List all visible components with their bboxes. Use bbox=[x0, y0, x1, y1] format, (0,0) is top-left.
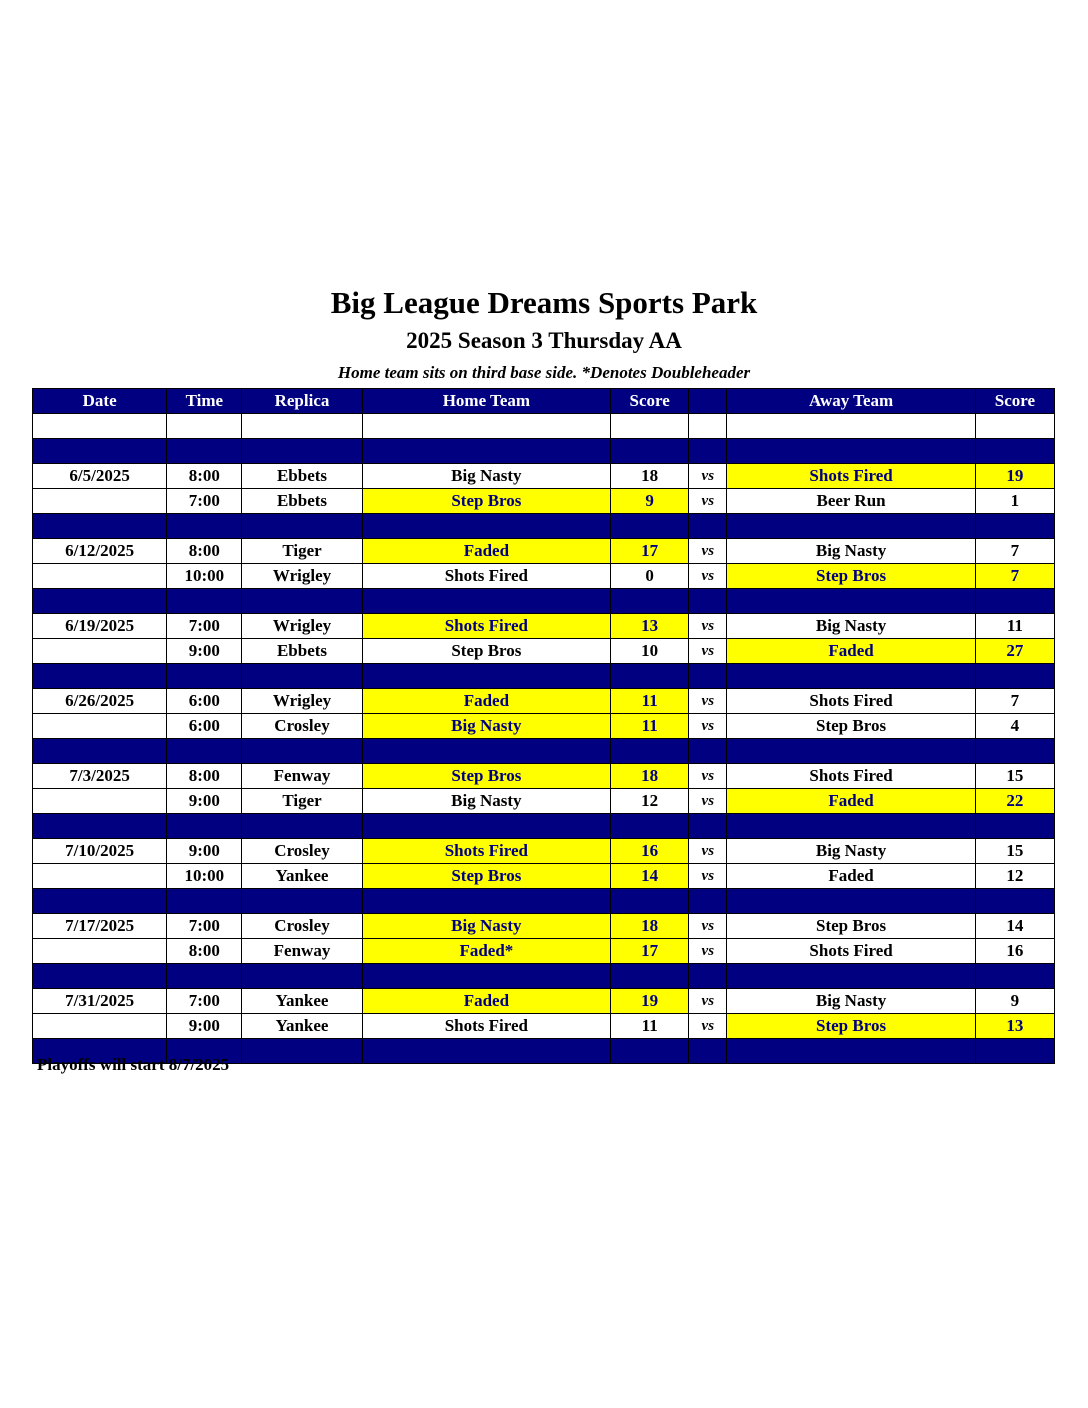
game-replica: Tiger bbox=[242, 539, 362, 564]
home-team: Shots Fired bbox=[362, 614, 610, 639]
col-header-away-team: Away Team bbox=[727, 389, 975, 414]
home-team: Faded bbox=[362, 989, 610, 1014]
home-team: Shots Fired bbox=[362, 564, 610, 589]
game-replica: Wrigley bbox=[242, 689, 362, 714]
away-team: Faded bbox=[727, 789, 975, 814]
vs-label: vs bbox=[689, 464, 727, 489]
home-team: Faded bbox=[362, 689, 610, 714]
col-header-home-score: Score bbox=[611, 389, 689, 414]
home-team: Shots Fired bbox=[362, 839, 610, 864]
game-time: 10:00 bbox=[167, 864, 242, 889]
home-score: 17 bbox=[611, 539, 689, 564]
game-replica: Ebbets bbox=[242, 489, 362, 514]
home-team: Big Nasty bbox=[362, 714, 610, 739]
game-replica: Wrigley bbox=[242, 614, 362, 639]
col-header-home-team: Home Team bbox=[362, 389, 610, 414]
game-date: 7/17/2025 bbox=[33, 914, 167, 939]
away-score: 19 bbox=[975, 464, 1054, 489]
game-date bbox=[33, 639, 167, 664]
game-time: 9:00 bbox=[167, 789, 242, 814]
game-replica: Wrigley bbox=[242, 564, 362, 589]
away-score: 1 bbox=[975, 489, 1054, 514]
vs-label: vs bbox=[689, 864, 727, 889]
game-replica: Tiger bbox=[242, 789, 362, 814]
separator-row bbox=[33, 589, 1055, 614]
game-row bbox=[33, 914, 1055, 939]
home-score: 18 bbox=[611, 464, 689, 489]
home-score: 0 bbox=[611, 564, 689, 589]
vs-label: vs bbox=[689, 914, 727, 939]
away-team: Big Nasty bbox=[727, 989, 975, 1014]
away-team: Step Bros bbox=[727, 714, 975, 739]
away-score: 4 bbox=[975, 714, 1054, 739]
away-score: 15 bbox=[975, 839, 1054, 864]
vs-label: vs bbox=[689, 614, 727, 639]
away-team: Shots Fired bbox=[727, 689, 975, 714]
vs-label: vs bbox=[689, 689, 727, 714]
home-team: Big Nasty bbox=[362, 789, 610, 814]
col-header-vs bbox=[689, 389, 727, 414]
away-team: Big Nasty bbox=[727, 614, 975, 639]
vs-label: vs bbox=[689, 789, 727, 814]
game-date bbox=[33, 939, 167, 964]
separator-row bbox=[33, 739, 1055, 764]
header-row bbox=[33, 389, 1055, 414]
vs-label: vs bbox=[689, 539, 727, 564]
game-row bbox=[33, 789, 1055, 814]
vs-label: vs bbox=[689, 939, 727, 964]
schedule-body bbox=[33, 414, 1055, 1064]
game-row bbox=[33, 614, 1055, 639]
vs-label: vs bbox=[689, 764, 727, 789]
home-score: 14 bbox=[611, 864, 689, 889]
away-score: 16 bbox=[975, 939, 1054, 964]
game-date: 6/5/2025 bbox=[33, 464, 167, 489]
page-title: Big League Dreams Sports Park bbox=[330, 285, 758, 320]
away-team: Shots Fired bbox=[727, 939, 975, 964]
home-score: 16 bbox=[611, 839, 689, 864]
game-date bbox=[33, 789, 167, 814]
home-team: Step Bros bbox=[362, 489, 610, 514]
col-header-time: Time bbox=[167, 389, 242, 414]
home-score: 11 bbox=[611, 714, 689, 739]
game-row bbox=[33, 714, 1055, 739]
schedule-table bbox=[32, 388, 1055, 1064]
game-date: 6/26/2025 bbox=[33, 689, 167, 714]
vs-label: vs bbox=[689, 639, 727, 664]
game-time: 7:00 bbox=[167, 489, 242, 514]
game-row bbox=[33, 639, 1055, 664]
col-header-replica: Replica bbox=[242, 389, 362, 414]
away-score: 13 bbox=[975, 1014, 1054, 1039]
game-time: 6:00 bbox=[167, 689, 242, 714]
away-score: 7 bbox=[975, 689, 1054, 714]
home-team: Faded bbox=[362, 539, 610, 564]
doubleheader-note: Home team sits on third base side. *Denotes Doubleheader bbox=[337, 363, 751, 382]
home-score: 18 bbox=[611, 764, 689, 789]
separator-row bbox=[33, 889, 1055, 914]
game-time: 9:00 bbox=[167, 639, 242, 664]
game-replica: Fenway bbox=[242, 939, 362, 964]
game-date bbox=[33, 489, 167, 514]
game-time: 7:00 bbox=[167, 614, 242, 639]
separator-row bbox=[33, 664, 1055, 689]
game-time: 8:00 bbox=[167, 539, 242, 564]
vs-label: vs bbox=[689, 839, 727, 864]
away-score: 7 bbox=[975, 539, 1054, 564]
away-team: Shots Fired bbox=[727, 464, 975, 489]
away-score: 15 bbox=[975, 764, 1054, 789]
game-time: 8:00 bbox=[167, 764, 242, 789]
col-header-date: Date bbox=[33, 389, 167, 414]
game-row bbox=[33, 464, 1055, 489]
game-row bbox=[33, 539, 1055, 564]
away-team: Step Bros bbox=[727, 564, 975, 589]
game-date: 6/19/2025 bbox=[33, 614, 167, 639]
game-date bbox=[33, 1014, 167, 1039]
game-row bbox=[33, 864, 1055, 889]
game-time: 8:00 bbox=[167, 939, 242, 964]
game-row bbox=[33, 564, 1055, 589]
away-team: Faded bbox=[727, 639, 975, 664]
game-replica: Ebbets bbox=[242, 464, 362, 489]
home-team: Step Bros bbox=[362, 764, 610, 789]
home-score: 12 bbox=[611, 789, 689, 814]
vs-label: vs bbox=[689, 564, 727, 589]
home-team: Big Nasty bbox=[362, 914, 610, 939]
away-team: Shots Fired bbox=[727, 764, 975, 789]
game-row bbox=[33, 839, 1055, 864]
home-score: 13 bbox=[611, 614, 689, 639]
home-team: Faded* bbox=[362, 939, 610, 964]
game-date: 7/3/2025 bbox=[33, 764, 167, 789]
game-date: 7/10/2025 bbox=[33, 839, 167, 864]
separator-row bbox=[33, 514, 1055, 539]
game-replica: Ebbets bbox=[242, 639, 362, 664]
game-row bbox=[33, 764, 1055, 789]
away-score: 22 bbox=[975, 789, 1054, 814]
vs-label: vs bbox=[689, 1014, 727, 1039]
vs-label: vs bbox=[689, 489, 727, 514]
blank-row bbox=[33, 414, 1055, 439]
away-score: 9 bbox=[975, 989, 1054, 1014]
home-score: 19 bbox=[611, 989, 689, 1014]
home-score: 18 bbox=[611, 914, 689, 939]
home-score: 10 bbox=[611, 639, 689, 664]
game-replica: Yankee bbox=[242, 1014, 362, 1039]
away-score: 27 bbox=[975, 639, 1054, 664]
home-score: 11 bbox=[611, 689, 689, 714]
game-time: 6:00 bbox=[167, 714, 242, 739]
away-team: Big Nasty bbox=[727, 539, 975, 564]
col-header-away-score: Score bbox=[975, 389, 1054, 414]
game-row bbox=[33, 1014, 1055, 1039]
separator-row bbox=[33, 964, 1055, 989]
season-subtitle: 2025 Season 3 Thursday AA bbox=[406, 328, 682, 353]
game-row bbox=[33, 689, 1055, 714]
game-time: 8:00 bbox=[167, 464, 242, 489]
away-team: Beer Run bbox=[727, 489, 975, 514]
game-row bbox=[33, 939, 1055, 964]
home-team: Step Bros bbox=[362, 639, 610, 664]
separator-row bbox=[33, 814, 1055, 839]
away-team: Faded bbox=[727, 864, 975, 889]
away-score: 14 bbox=[975, 914, 1054, 939]
game-replica: Yankee bbox=[242, 864, 362, 889]
game-date: 7/31/2025 bbox=[33, 989, 167, 1014]
home-team: Big Nasty bbox=[362, 464, 610, 489]
away-score: 7 bbox=[975, 564, 1054, 589]
game-replica: Yankee bbox=[242, 989, 362, 1014]
game-date bbox=[33, 714, 167, 739]
game-replica: Crosley bbox=[242, 839, 362, 864]
separator-row bbox=[33, 439, 1055, 464]
vs-label: vs bbox=[689, 989, 727, 1014]
game-time: 9:00 bbox=[167, 1014, 242, 1039]
game-date bbox=[33, 564, 167, 589]
game-row bbox=[33, 489, 1055, 514]
home-team: Step Bros bbox=[362, 864, 610, 889]
home-team: Shots Fired bbox=[362, 1014, 610, 1039]
game-date bbox=[33, 864, 167, 889]
game-replica: Crosley bbox=[242, 714, 362, 739]
game-row bbox=[33, 989, 1055, 1014]
game-time: 9:00 bbox=[167, 839, 242, 864]
game-time: 10:00 bbox=[167, 564, 242, 589]
game-replica: Crosley bbox=[242, 914, 362, 939]
home-score: 11 bbox=[611, 1014, 689, 1039]
vs-label: vs bbox=[689, 714, 727, 739]
game-time: 7:00 bbox=[167, 989, 242, 1014]
away-score: 12 bbox=[975, 864, 1054, 889]
home-score: 9 bbox=[611, 489, 689, 514]
away-team: Step Bros bbox=[727, 1014, 975, 1039]
game-date: 6/12/2025 bbox=[33, 539, 167, 564]
game-time: 7:00 bbox=[167, 914, 242, 939]
home-score: 17 bbox=[611, 939, 689, 964]
away-team: Step Bros bbox=[727, 914, 975, 939]
playoffs-note: Playoffs will start 8/7/2025 bbox=[37, 1055, 230, 1074]
away-score: 11 bbox=[975, 614, 1054, 639]
game-replica: Fenway bbox=[242, 764, 362, 789]
away-team: Big Nasty bbox=[727, 839, 975, 864]
